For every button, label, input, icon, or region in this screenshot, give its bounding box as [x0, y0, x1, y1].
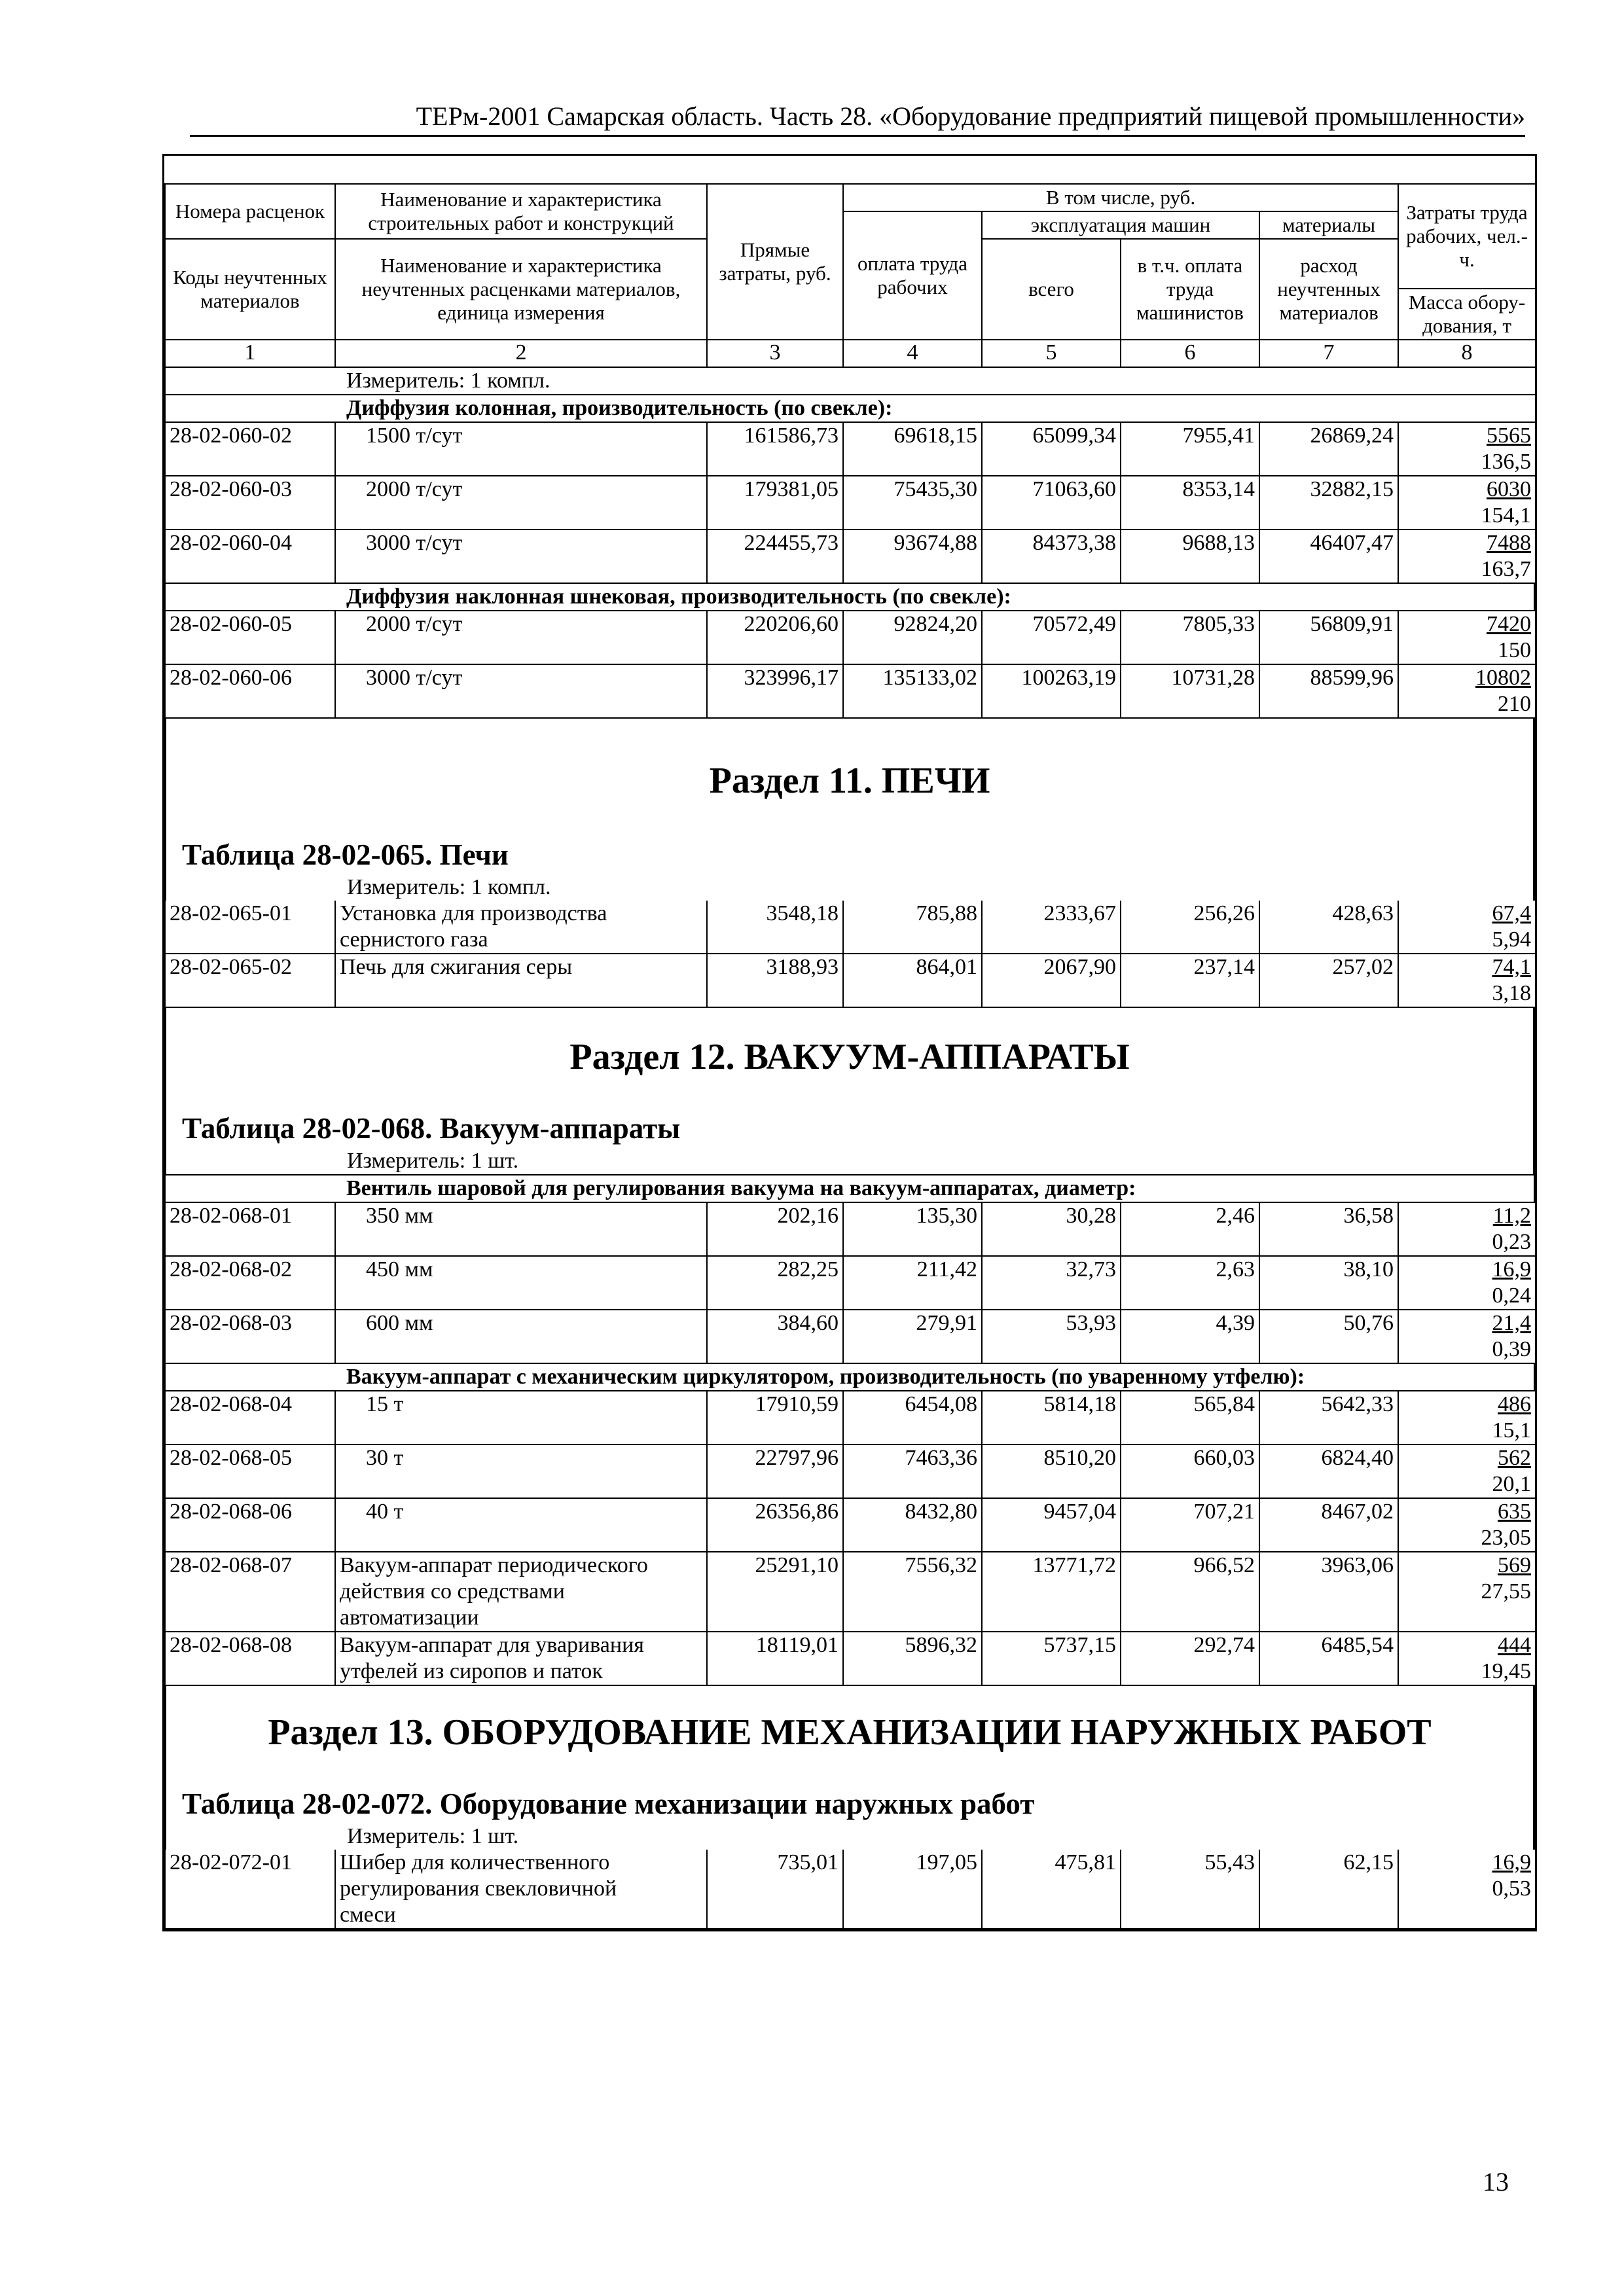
- equipment-mass: 0,53: [1492, 1876, 1531, 1901]
- labor-hours-mass: [1398, 1498, 1536, 1552]
- labor-hours-mass: [1398, 1632, 1536, 1685]
- section-13: [164, 1686, 1535, 1850]
- rate-name: 2000 т/сут: [335, 611, 707, 664]
- machine-cost: 32,73: [982, 1256, 1121, 1310]
- group-row: [165, 395, 1536, 422]
- rate-name: 40 т: [335, 1498, 707, 1552]
- col-num-4: 4: [843, 340, 982, 367]
- group-row: [165, 584, 1534, 611]
- col8-bottom-header-cell: Масса обору-дования, т: [1398, 289, 1536, 340]
- col-num-2: 2: [335, 340, 707, 367]
- labor-hours-mass: [1398, 664, 1536, 718]
- page-number: 13: [1483, 2167, 1509, 2197]
- group-table: [164, 1364, 1535, 1391]
- labor-hours: 21,4: [1492, 1311, 1531, 1335]
- rate-name-line: Вакуум-аппарат периодического: [340, 1553, 648, 1577]
- equipment-mass: 23,05: [1481, 1526, 1531, 1550]
- section-title: Раздел 13. ОБОРУДОВАНИЕ МЕХАНИЗАЦИИ НАРУЖНЫХ РАБОТ: [268, 1712, 1432, 1753]
- machine-cost: 475,81: [982, 1850, 1121, 1929]
- machinist-labor-cost: 9688,13: [1121, 529, 1259, 583]
- col1-bottom-header-cell: Коды неучтенных материалов: [165, 239, 335, 340]
- section-title: Раздел 12. ВАКУУМ-АППАРАТЫ: [569, 1037, 1130, 1077]
- rate-code: 28-02-060-03: [165, 476, 335, 529]
- section-11: [164, 719, 1535, 901]
- rate-code: 28-02-068-01: [165, 1203, 335, 1256]
- labor-cost: 6454,08: [843, 1391, 982, 1444]
- materials-cost: 26869,24: [1259, 423, 1398, 476]
- labor-hours: 10802: [1475, 666, 1531, 690]
- labor-hours-mass: [1398, 954, 1536, 1007]
- labor-hours: 6030: [1487, 477, 1531, 501]
- table-row: [165, 664, 1536, 718]
- equipment-mass: 163,7: [1481, 557, 1531, 581]
- labor-cost: 8432,80: [843, 1498, 982, 1552]
- rate-code: 28-02-072-01: [165, 1850, 335, 1929]
- labor-cost: 135133,02: [843, 664, 982, 718]
- labor-hours-mass: [1398, 1203, 1536, 1256]
- machine-cost: 5814,18: [982, 1391, 1121, 1444]
- equipment-mass: 210: [1498, 692, 1531, 716]
- group-title: Вентиль шаровой для регулирования вакуума на вакуум-аппаратах, диаметр:: [165, 1175, 1534, 1202]
- labor-hours: 7420: [1487, 612, 1531, 636]
- machine-cost: 30,28: [982, 1203, 1121, 1256]
- labor-hours-mass: [1398, 476, 1536, 529]
- rate-code: 28-02-068-02: [165, 1256, 335, 1310]
- machine-cost: 71063,60: [982, 476, 1121, 529]
- machinist-labor-cost: 55,43: [1121, 1850, 1259, 1929]
- rate-code: 28-02-060-05: [165, 611, 335, 664]
- direct-cost: 25291,10: [707, 1552, 843, 1632]
- equipment-mass: 0,23: [1492, 1230, 1531, 1254]
- equipment-mass: 154,1: [1481, 503, 1531, 528]
- rate-name-line: сернистого газа: [340, 927, 488, 952]
- rate-name: 350 мм: [335, 1203, 707, 1256]
- direct-cost: 3548,18: [707, 901, 843, 954]
- rate-name-line: смеси: [340, 1903, 396, 1927]
- machinist-labor-cost: 10731,28: [1121, 664, 1259, 718]
- labor-cost: 864,01: [843, 954, 982, 1007]
- machine-cost: 2067,90: [982, 954, 1121, 1007]
- equipment-mass: 150: [1498, 638, 1531, 662]
- direct-cost: 323996,17: [707, 664, 843, 718]
- machinist-labor-cost: 660,03: [1121, 1444, 1259, 1498]
- machine-cost: 2333,67: [982, 901, 1121, 954]
- table-row: [165, 901, 1536, 954]
- rate-name: [335, 954, 707, 1007]
- table-row: [165, 1444, 1536, 1498]
- labor-hours-mass: [1398, 611, 1536, 664]
- page-header: ТЕРм-2001 Самарская область. Часть 28. «Оборудование предприятий пищевой промышленности»: [190, 98, 1525, 137]
- equipment-mass: 27,55: [1481, 1579, 1531, 1604]
- materials-cost: 46407,47: [1259, 529, 1398, 583]
- materials-cost: 88599,96: [1259, 664, 1398, 718]
- rate-name: [335, 901, 707, 954]
- rate-name-line: Вакуум-аппарат для уваривания: [340, 1633, 644, 1657]
- machinist-labor-cost: 7805,33: [1121, 611, 1259, 664]
- rows-vacuum-other: [164, 1552, 1536, 1686]
- labor-hours: 569: [1498, 1553, 1531, 1577]
- measure-label: Измеритель: 1 шт.: [347, 1824, 519, 1848]
- labor-hours: 486: [1498, 1392, 1531, 1416]
- table-row: [165, 423, 1536, 476]
- labor-hours-mass: [1398, 901, 1536, 954]
- rate-code: 28-02-060-06: [165, 664, 335, 718]
- materials-cost: 56809,91: [1259, 611, 1398, 664]
- table-row: [165, 1391, 1536, 1444]
- direct-cost: 26356,86: [707, 1498, 843, 1552]
- col-num-8: 8: [1398, 340, 1536, 367]
- rate-code: 28-02-068-04: [165, 1391, 335, 1444]
- rate-code: 28-02-060-02: [165, 423, 335, 476]
- labor-hours-mass: [1398, 1391, 1536, 1444]
- materials-header-cell: материалы: [1259, 211, 1398, 239]
- labor-cost: 7556,32: [843, 1552, 982, 1632]
- rate-name: 3000 т/сут: [335, 529, 707, 583]
- rate-name: [335, 1850, 707, 1929]
- table-row: [165, 1498, 1536, 1552]
- table-row: [165, 1850, 1536, 1929]
- equipment-mass: 5,94: [1492, 927, 1531, 952]
- machinist-labor-cost: 966,52: [1121, 1552, 1259, 1632]
- measure-row: [165, 367, 1536, 395]
- table-row: [165, 1632, 1536, 1685]
- direct-cost: 735,01: [707, 1850, 843, 1929]
- labor-cost: 75435,30: [843, 476, 982, 529]
- labor-cost: 135,30: [843, 1203, 982, 1256]
- equipment-mass: 136,5: [1481, 450, 1531, 474]
- labor-hours-mass: [1398, 1310, 1536, 1363]
- equipment-mass: 0,39: [1492, 1337, 1531, 1361]
- col-num-6: 6: [1121, 340, 1259, 367]
- labor-cost: 785,88: [843, 901, 982, 954]
- direct-cost: 18119,01: [707, 1632, 843, 1685]
- labor-hours: 5565: [1487, 423, 1531, 448]
- col2-bottom-header-cell: Наименование и характеристика неучтенных расценками материалов, единица измерения: [335, 239, 707, 340]
- machine-cost: 84373,38: [982, 529, 1121, 583]
- direct-cost: 161586,73: [707, 423, 843, 476]
- table-title: Таблица 28-02-068. Вакуум-аппараты: [182, 1112, 681, 1145]
- machine-cost: 70572,49: [982, 611, 1121, 664]
- group-title: Диффузия колонная, производительность (по свекле):: [165, 395, 1536, 422]
- materials-cost: 36,58: [1259, 1203, 1398, 1256]
- materials-cost: 428,63: [1259, 901, 1398, 954]
- table-row: [165, 1552, 1536, 1632]
- col1-top-header-cell: Номера расценок: [165, 184, 335, 239]
- direct-cost: 17910,59: [707, 1391, 843, 1444]
- labor-hours: 562: [1498, 1446, 1531, 1470]
- group-table: [164, 584, 1535, 611]
- labor-hours-mass: [1398, 1850, 1536, 1929]
- col-num-7: 7: [1259, 340, 1398, 367]
- rate-name-line: автоматизации: [340, 1605, 479, 1630]
- rate-name: [335, 1552, 707, 1632]
- labor-cost: 69618,15: [843, 423, 982, 476]
- equipment-mass: 19,45: [1481, 1659, 1531, 1683]
- direct-cost: 224455,73: [707, 529, 843, 583]
- group-row: [165, 1175, 1534, 1202]
- materials-cost: 5642,33: [1259, 1391, 1398, 1444]
- rate-code: 28-02-068-05: [165, 1444, 335, 1498]
- rate-name-line: регулирования свекловичной: [340, 1876, 617, 1901]
- rate-code: 28-02-068-03: [165, 1310, 335, 1363]
- labor-hours-mass: [1398, 1256, 1536, 1310]
- machinist-labor-cost: 4,39: [1121, 1310, 1259, 1363]
- col3-header-cell: Прямые затраты, руб.: [707, 184, 843, 340]
- labor-cost: 197,05: [843, 1850, 982, 1929]
- labor-cost: 7463,36: [843, 1444, 982, 1498]
- machine-cost: 5737,15: [982, 1632, 1121, 1685]
- machinist-labor-cost: 2,46: [1121, 1203, 1259, 1256]
- table-row: [165, 529, 1536, 583]
- section-12: [164, 1008, 1535, 1174]
- col7-header-cell: расход неучтенных материалов: [1259, 239, 1398, 340]
- rate-name-line: Печь для сжигания серы: [340, 955, 573, 979]
- materials-cost: 3963,06: [1259, 1552, 1398, 1632]
- col-num-3: 3: [707, 340, 843, 367]
- equipment-mass: 20,1: [1492, 1472, 1531, 1496]
- labor-hours: 16,9: [1492, 1257, 1531, 1282]
- machinist-labor-cost: 292,74: [1121, 1632, 1259, 1685]
- measure-label: Измеритель: 1 шт.: [347, 1149, 519, 1173]
- direct-cost: 3188,93: [707, 954, 843, 1007]
- group-title: Диффузия наклонная шнековая, производительность (по свекле):: [165, 584, 1534, 611]
- direct-cost: 202,16: [707, 1203, 843, 1256]
- rate-name: 15 т: [335, 1391, 707, 1444]
- rate-name: 450 мм: [335, 1256, 707, 1310]
- labor-cost: 92824,20: [843, 611, 982, 664]
- materials-cost: 6485,54: [1259, 1632, 1398, 1685]
- machine-cost: 9457,04: [982, 1498, 1121, 1552]
- labor-cost: 5896,32: [843, 1632, 982, 1685]
- rate-code: 28-02-068-08: [165, 1632, 335, 1685]
- materials-cost: 6824,40: [1259, 1444, 1398, 1498]
- materials-cost: 8467,02: [1259, 1498, 1398, 1552]
- col5-header-cell: всего: [982, 239, 1121, 340]
- labor-hours: 67,4: [1492, 901, 1531, 925]
- direct-cost: 179381,05: [707, 476, 843, 529]
- col4-header-cell: оплата труда рабочих: [843, 211, 982, 340]
- rows-outdoor-mechanization: [164, 1850, 1536, 1929]
- section-title: Раздел 11. ПЕЧИ: [709, 761, 990, 801]
- column-numbers-row: [165, 340, 1536, 367]
- rows-vacuum-circulator: [164, 1391, 1536, 1552]
- table-row: [165, 1256, 1536, 1310]
- labor-hours: 635: [1498, 1499, 1531, 1524]
- table-row: [165, 1203, 1536, 1256]
- rate-code: 28-02-065-02: [165, 954, 335, 1007]
- group-table: [164, 1174, 1535, 1203]
- labor-hours: 7488: [1487, 531, 1531, 555]
- document-body: [162, 154, 1537, 1931]
- machine-cost: 8510,20: [982, 1444, 1121, 1498]
- labor-cost: 93674,88: [843, 529, 982, 583]
- rows-valves: [164, 1203, 1536, 1364]
- materials-cost: 50,76: [1259, 1310, 1398, 1363]
- machine-cost: 65099,34: [982, 423, 1121, 476]
- machine-cost: 53,93: [982, 1310, 1121, 1363]
- col-num-5: 5: [982, 340, 1121, 367]
- labor-hours-mass: [1398, 1552, 1536, 1632]
- table-row: [165, 1310, 1536, 1363]
- rate-code: 28-02-068-06: [165, 1498, 335, 1552]
- table-title: Таблица 28-02-072. Оборудование механизации наружных работ: [182, 1787, 1035, 1820]
- materials-cost: 38,10: [1259, 1256, 1398, 1310]
- table-row: [165, 954, 1536, 1007]
- materials-cost: 62,15: [1259, 1850, 1398, 1929]
- rate-name: [335, 1632, 707, 1685]
- machinist-labor-cost: 256,26: [1121, 901, 1259, 954]
- labor-hours-mass: [1398, 423, 1536, 476]
- rate-name: 600 мм: [335, 1310, 707, 1363]
- rate-name: 1500 т/сут: [335, 423, 707, 476]
- rows-diffusion-column: [164, 423, 1536, 584]
- machinist-labor-cost: 237,14: [1121, 954, 1259, 1007]
- rate-code: 28-02-065-01: [165, 901, 335, 954]
- rate-code: 28-02-068-07: [165, 1552, 335, 1632]
- measure-label: Измеритель: 1 компл.: [347, 875, 551, 899]
- machines-header-cell: эксплуатация машин: [982, 211, 1259, 239]
- machinist-labor-cost: 707,21: [1121, 1498, 1259, 1552]
- direct-cost: 220206,60: [707, 611, 843, 664]
- rate-name: 3000 т/сут: [335, 664, 707, 718]
- table-row: [165, 476, 1536, 529]
- labor-hours-mass: [1398, 1444, 1536, 1498]
- direct-cost: 22797,96: [707, 1444, 843, 1498]
- machinist-labor-cost: 2,63: [1121, 1256, 1259, 1310]
- rows-furnaces: [164, 901, 1536, 1008]
- group-row: [165, 1364, 1534, 1391]
- labor-hours: 74,1: [1492, 955, 1531, 979]
- rows-diffusion-screw: [164, 611, 1536, 719]
- labor-hours-mass: [1398, 529, 1536, 583]
- rate-code: 28-02-060-04: [165, 529, 335, 583]
- materials-cost: 257,02: [1259, 954, 1398, 1007]
- materials-cost: 32882,15: [1259, 476, 1398, 529]
- rate-name: 30 т: [335, 1444, 707, 1498]
- rate-name-line: Установка для производства: [340, 901, 607, 925]
- incl-header-cell: В том числе, руб.: [843, 184, 1398, 211]
- col8-top-header-cell: Затраты труда рабочих, чел.-ч.: [1398, 184, 1536, 289]
- machinist-labor-cost: 7955,41: [1121, 423, 1259, 476]
- measure-label: Измеритель: 1 компл.: [165, 367, 1536, 395]
- table-title: Таблица 28-02-065. Печи: [182, 838, 509, 871]
- machine-cost: 13771,72: [982, 1552, 1121, 1632]
- equipment-mass: 3,18: [1492, 981, 1531, 1005]
- labor-cost: 211,42: [843, 1256, 982, 1310]
- equipment-mass: 15,1: [1492, 1418, 1531, 1443]
- labor-hours: 444: [1498, 1633, 1531, 1657]
- labor-hours: 11,2: [1492, 1204, 1531, 1228]
- machine-cost: 100263,19: [982, 664, 1121, 718]
- table-row: [165, 611, 1536, 664]
- direct-cost: 282,25: [707, 1256, 843, 1310]
- equipment-mass: 0,24: [1492, 1283, 1531, 1308]
- rate-name-line: действия со средствами: [340, 1579, 565, 1604]
- machinist-labor-cost: 565,84: [1121, 1391, 1259, 1444]
- rate-name-line: Шибер для количественного: [340, 1850, 610, 1874]
- rate-name-line: утфелей из сиропов и паток: [340, 1659, 603, 1683]
- direct-cost: 384,60: [707, 1310, 843, 1363]
- machinist-labor-cost: 8353,14: [1121, 476, 1259, 529]
- col2-top-header-cell: Наименование и характеристика строительных работ и конструкций: [335, 184, 707, 239]
- price-table-head: [164, 183, 1536, 423]
- group-title: Вакуум-аппарат с механическим циркулятором, производительность (по уваренному утфелю):: [165, 1364, 1534, 1391]
- rate-name: 2000 т/сут: [335, 476, 707, 529]
- col-num-1: 1: [165, 340, 335, 367]
- col6-header-cell: в т.ч. оплата труда машинистов: [1121, 239, 1259, 340]
- labor-cost: 279,91: [843, 1310, 982, 1363]
- labor-hours: 16,9: [1492, 1850, 1531, 1874]
